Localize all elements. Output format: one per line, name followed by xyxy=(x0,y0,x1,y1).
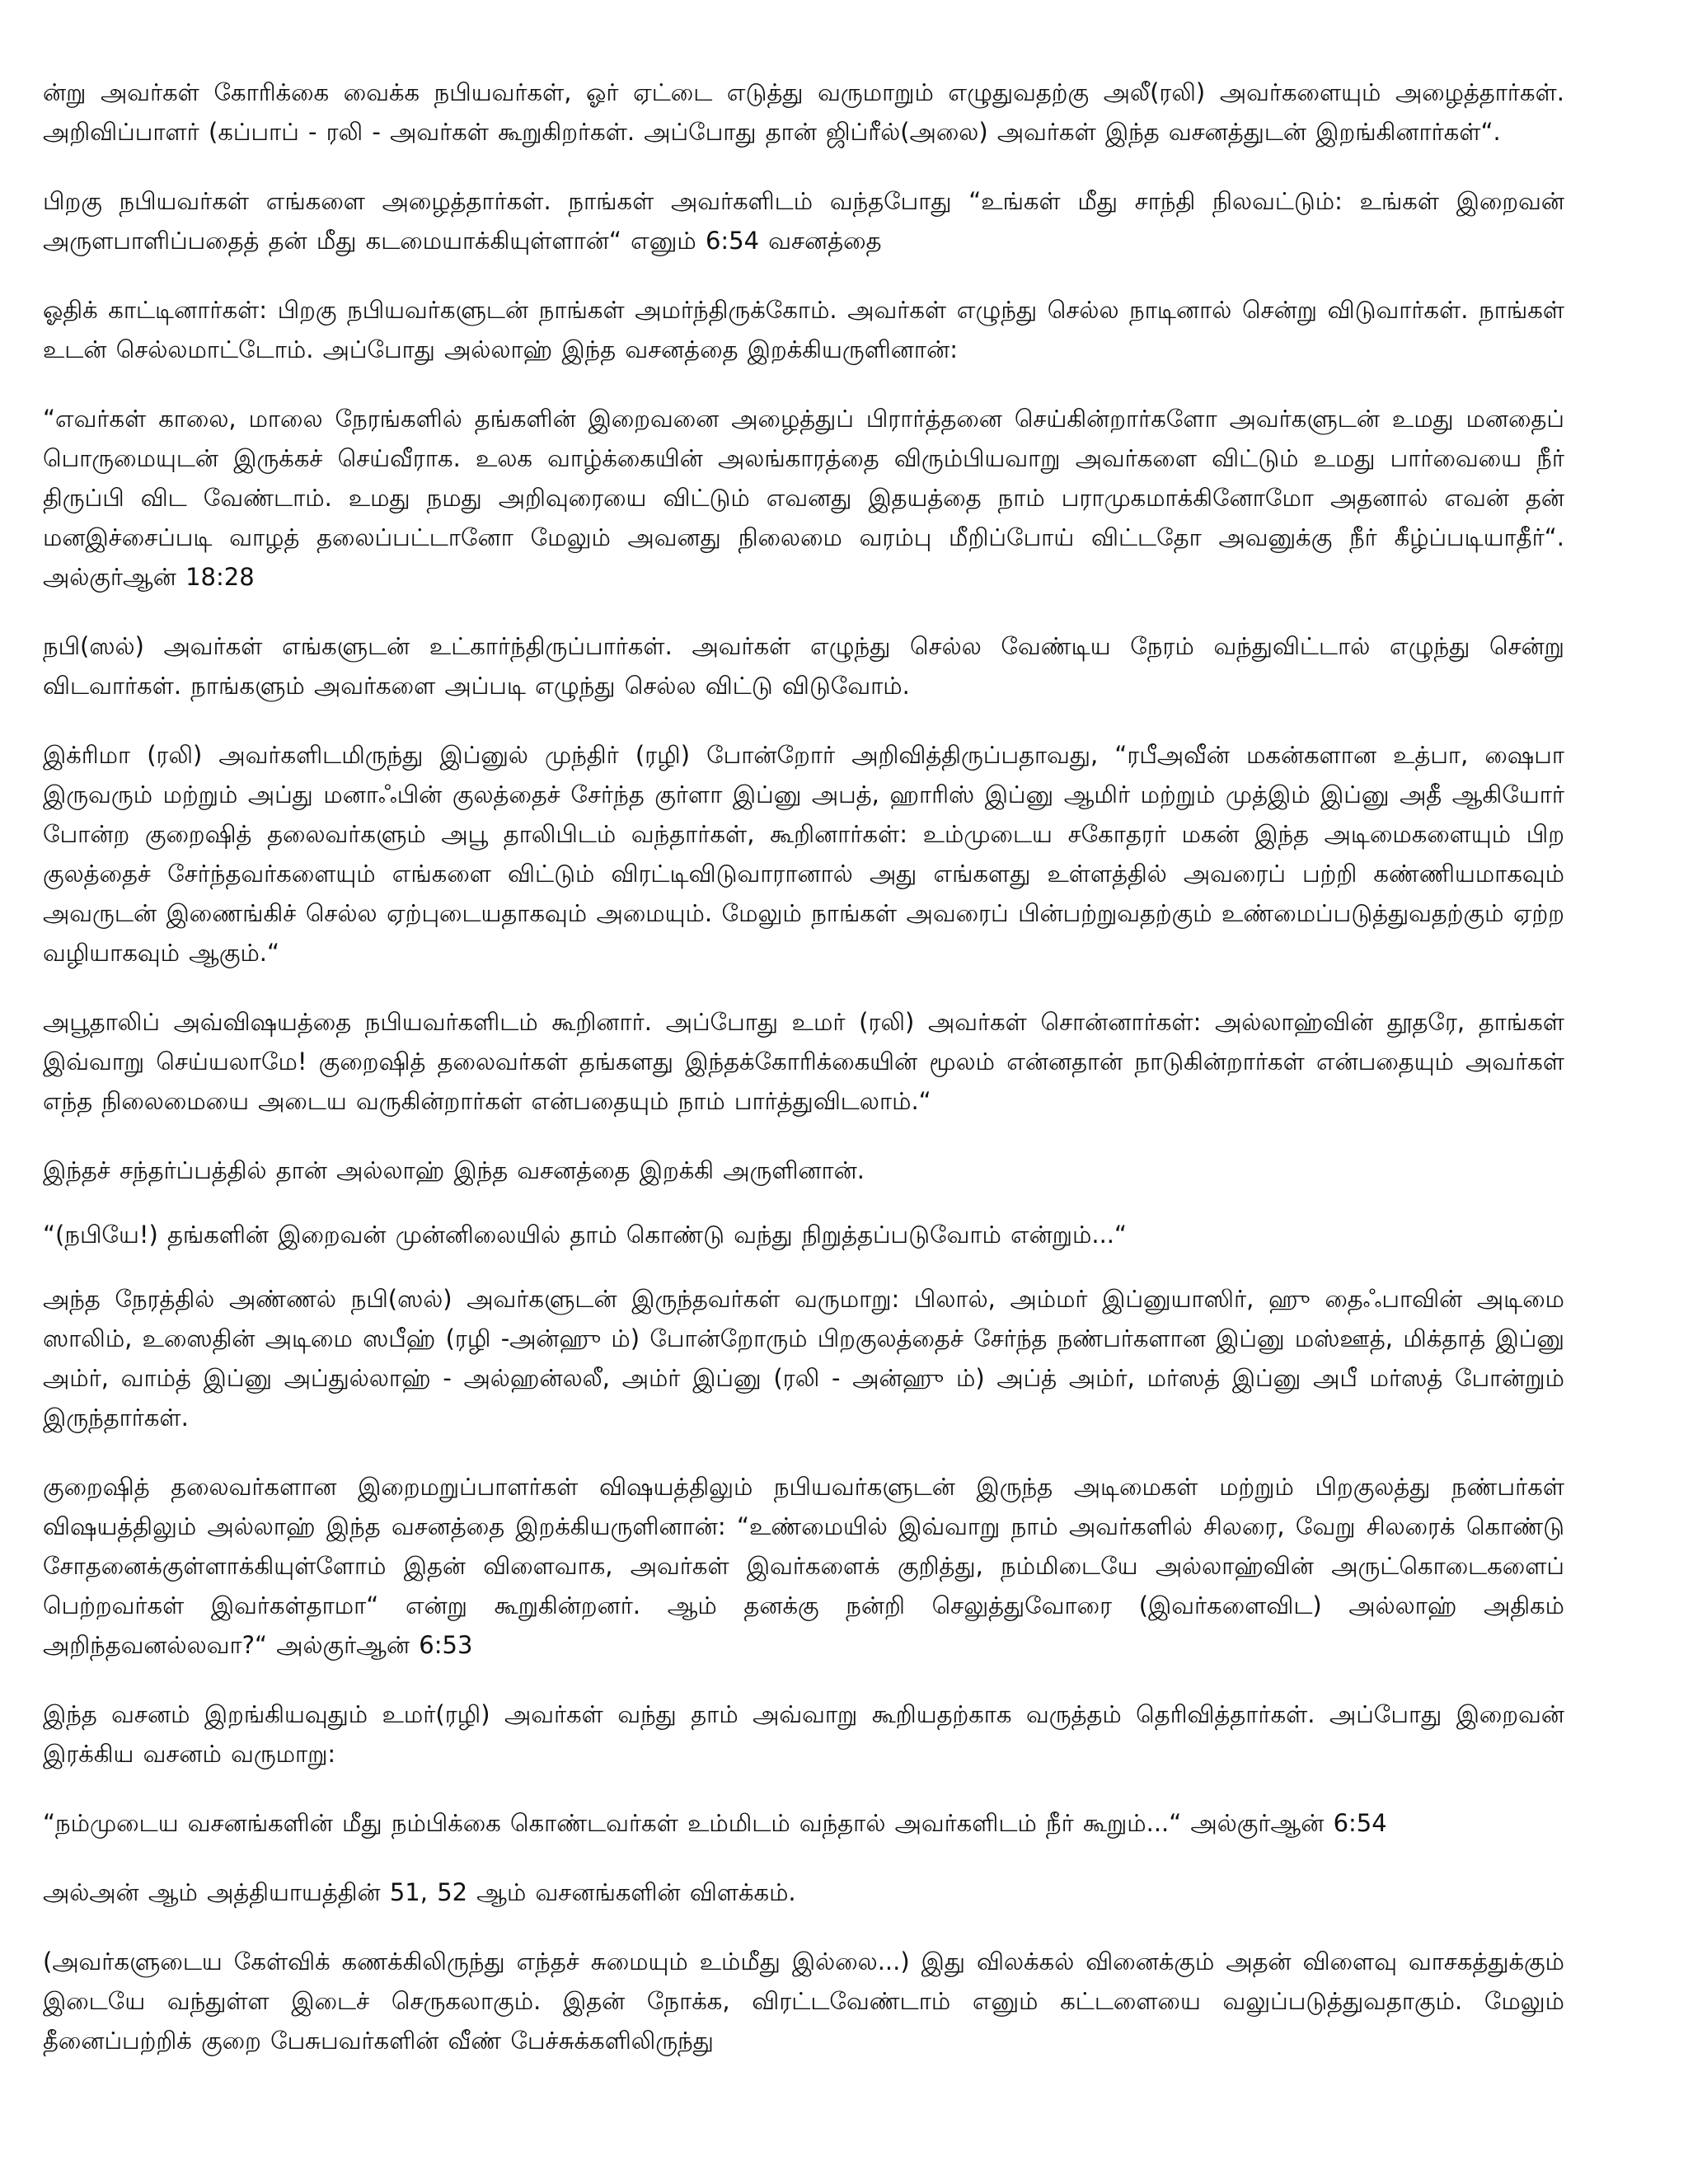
paragraph-12: இந்த வசனம் இறங்கியவுதும் உமர்(ரழி) அவர்கள் வந்து தாம் அவ்வாறு கூறியதற்காக வருத்தம் தெரிவித்தார்கள். அப்போது இறைவன் இரக்கிய வசனம் வருமாறு: xyxy=(43,1700,1564,1768)
paragraph-1: ன்று அவர்கள் கோரிக்கை வைக்க நபியவர்கள், ஓர் ஏட்டை எடுத்து வருமாறும் எழுதுவதற்கு அலீ(ரலி) அவர்களையும் அழைத்தார்கள். அறிவிப்பாளர் (கப்பாப் - ரலி - அவர்கள் கூறுகிறர்கள். அப்போது தான் ஜிப்ரீல்(அலை) அவர்கள் இந்த வசனத்துடன் இறங்கினார்கள்“. xyxy=(43,78,1564,146)
paragraph-10: அந்த நேரத்தில் அண்ணல் நபி(ஸல்) அவர்களுடன் இருந்தவர்கள் வருமாறு: பிலால், அம்மர் இப்னுயாஸிர், ஹு தைஃபாவின் அடிமை ஸாலிம், உஸைதின் அடிமை ஸபீஹ் (ரழி -அன்ஹு ம்) போன்றோரும் பிறகுலத்தைச் சேர்ந்த நண்பர்களான இப்னு மஸ்ஊத், மிக்தாத் இப்னு அம்ர், வாம்த் இப்னு அப்துல்லாஹ் - அல்ஹன்லலீ, அம்ர் இப்னு (ரலி - அன்ஹு ம்) அப்த் அம்ர், மர்ஸத் இப்னு அபீ மர்ஸத் போன்றும் இருந்தார்கள். xyxy=(43,1285,1564,1432)
paragraph-5: நபி(ஸல்) அவர்கள் எங்களுடன் உட்கார்ந்திருப்பார்கள். அவர்கள் எழுந்து செல்ல வேண்டிய நேரம் வந்துவிட்டால் எழுந்து சென்று விடவார்கள். நாங்களும் அவர்களை அப்படி எழுந்து செல்ல விட்டு விடுவோம். xyxy=(43,632,1564,700)
paragraph-4-quran-18-28: “எவர்கள் காலை, மாலை நேரங்களில் தங்களின் இறைவனை அழைத்துப் பிரார்த்தனை செய்கின்றார்களோ அவர்களுடன் உமது மனதைப் பொருமையுடன் இருக்கச் செய்வீராக. உலக வாழ்க்கையின் அலங்காரத்தை விரும்பியவாறு அவர்களை விட்டும் உமது பார்வையை நீர் திருப்பி விட வேண்டாம். உமது நமது அறிவுரையை விட்டும் எவனது இதயத்தை நாம் பராமுகமாக்கினோமோ அதனால் எவன் தன் மனஇச்சைப்படி வாழத் தலைப்பட்டானோ மேலும் அவனது நிலைமை வரம்பு மீறிப்போய் விட்டதோ அவனுக்கு நீர் கீழ்ப்படியாதீர்“. அல்குர்ஆன் 18:28 xyxy=(43,405,1564,591)
paragraph-14-heading: அல்அன் ஆம் அத்தியாயத்தின் 51, 52 ஆம் வசனங்களின் விளக்கம். xyxy=(43,1878,796,1906)
paragraph-7: அபூதாலிப் அவ்விஷயத்தை நபியவர்களிடம் கூறினார். அப்போது உமர் (ரலி) அவர்கள் சொன்னார்கள்: அல்லாஹ்வின் தூதரே, தாங்கள் இவ்வாறு செய்யலாமே! குறைஷித் தலைவர்கள் தங்களது இந்தக்கோரிக்கையின் மூலம் என்னதான் நாடுகின்றார்கள் என்பதையும் அவர்கள் எந்த நிலைமையை அடைய வருகின்றார்கள் என்பதையும் நாம் பார்த்துவிடலாம்.“ xyxy=(43,1008,1564,1115)
paragraph-6: இக்ரிமா (ரலி) அவர்களிடமிருந்து இப்னுல் முந்திர் (ரழி) போன்றோர் அறிவித்திருப்பதாவது, “ரபீஅவீன் மகன்களான உத்பா, ஷைபா இருவரும் மற்றும் அப்து மனாஃபின் குலத்தைச் சேர்ந்த குர்ளா இப்னு அபத், ஹாரிஸ் இப்னு ஆமிர் மற்றும் முத்இம் இப்னு அதீ ஆகியோர் போன்ற குறைஷித் தலைவர்களும் அபூ தாலிபிடம் வந்தார்கள், கூறினார்கள்: உம்முடைய சகோதரர் மகன் இந்த அடிமைகளையும் பிற குலத்தைச் சேர்ந்தவர்களையும் எங்களை விட்டும் விரட்டிவிடுவாரானால் அது எங்களது உள்ளத்தில் அவரைப் பற்றி கண்ணியமாகவும் அவருடன் இணைங்கிச் செல்ல ஏற்புடையதாகவும் அமையும். மேலும் நாங்கள் அவரைப் பின்பற்றுவதற்கும் உண்மைப்படுத்துவதற்கும் ஏற்ற வழியாகவும் ஆகும்.“ xyxy=(43,741,1564,967)
paragraph-3: ஓதிக் காட்டினார்கள்: பிறகு நபியவர்களுடன் நாங்கள் அமர்ந்திருக்கோம். அவர்கள் எழுந்து செல்ல நாடினால் சென்று விடுவார்கள். நாங்கள் உடன் செல்லமாட்டோம். அப்போது அல்லாஹ் இந்த வசனத்தை இறக்கியருளினான்: xyxy=(43,296,1564,363)
paragraph-2: பிறகு நபியவர்கள் எங்களை அழைத்தார்கள். நாங்கள் அவர்களிடம் வந்தபோது “உங்கள் மீது சாந்தி நிலவட்டும்: உங்கள் இறைவன் அருளபாளிப்பதைத் தன் மீது கடமையாக்கியுள்ளான்“ எனும் 6:54 வசனத்தை xyxy=(43,187,1564,255)
paragraph-11-quran-6-53: குறைஷித் தலைவர்களான இறைமறுப்பாளர்கள் விஷயத்திலும் நபியவர்களுடன் இருந்த அடிமைகள் மற்றும் பிறகுலத்து நண்பர்கள் விஷயத்திலும் அல்லாஹ் இந்த வசனத்தை இறக்கியருளினான்: “உண்மையில் இவ்வாறு நாம் அவர்களில் சிலரை, வேறு சிலரைக் கொண்டு சோதனைக்குள்ளாக்கியுள்ளோம் இதன் விளைவாக, அவர்கள் இவர்களைக் குறித்து, நம்மிடையே அல்லாஹ்வின் அருட்கொடைகளைப் பெற்றவர்கள் இவர்கள்தாமா“ என்று கூறுகின்றனர். ஆம் தனக்கு நன்றி செலுத்துவோரை (இவர்களைவிட) அல்லாஹ் அதிகம் அறிந்தவனல்லவா?“ அல்குர்ஆன் 6:53 xyxy=(43,1473,1564,1659)
paragraph-9-quote: “(நபியே!) தங்களின் இறைவன் முன்னிலையில் தாம் கொண்டு வந்து நிறுத்தப்படுவோம் என்றும்...“ xyxy=(43,1221,1128,1249)
paragraph-8: இந்தச் சந்தர்ப்பத்தில் தான் அல்லாஹ் இந்த வசனத்தை இறக்கி அருளினான். xyxy=(43,1156,865,1184)
paragraph-13-quran-6-54: “நம்முடைய வசனங்களின் மீது நம்பிக்கை கொண்டவர்கள் உம்மிடம் வந்தால் அவர்களிடம் நீர் கூறும்...“ அல்குர்ஆன் 6:54 xyxy=(43,1809,1387,1837)
paragraph-15: (அவர்களுடைய கேள்விக் கணக்கிலிருந்து எந்தச் சுமையும் உம்மீது இல்லை...) இது விலக்கல் வினைக்கும் அதன் விளைவு வாசகத்துக்கும் இடையே வந்துள்ள இடைச் செருகலாகும். இதன் நோக்க, விரட்டவேண்டாம் எனும் கட்டளையை வலுப்படுத்துவதாகும். மேலும் தீனைப்பற்றிக் குறை பேசுபவர்களின் வீண் பேச்சுக்களிலிருந்து xyxy=(43,1947,1564,2055)
